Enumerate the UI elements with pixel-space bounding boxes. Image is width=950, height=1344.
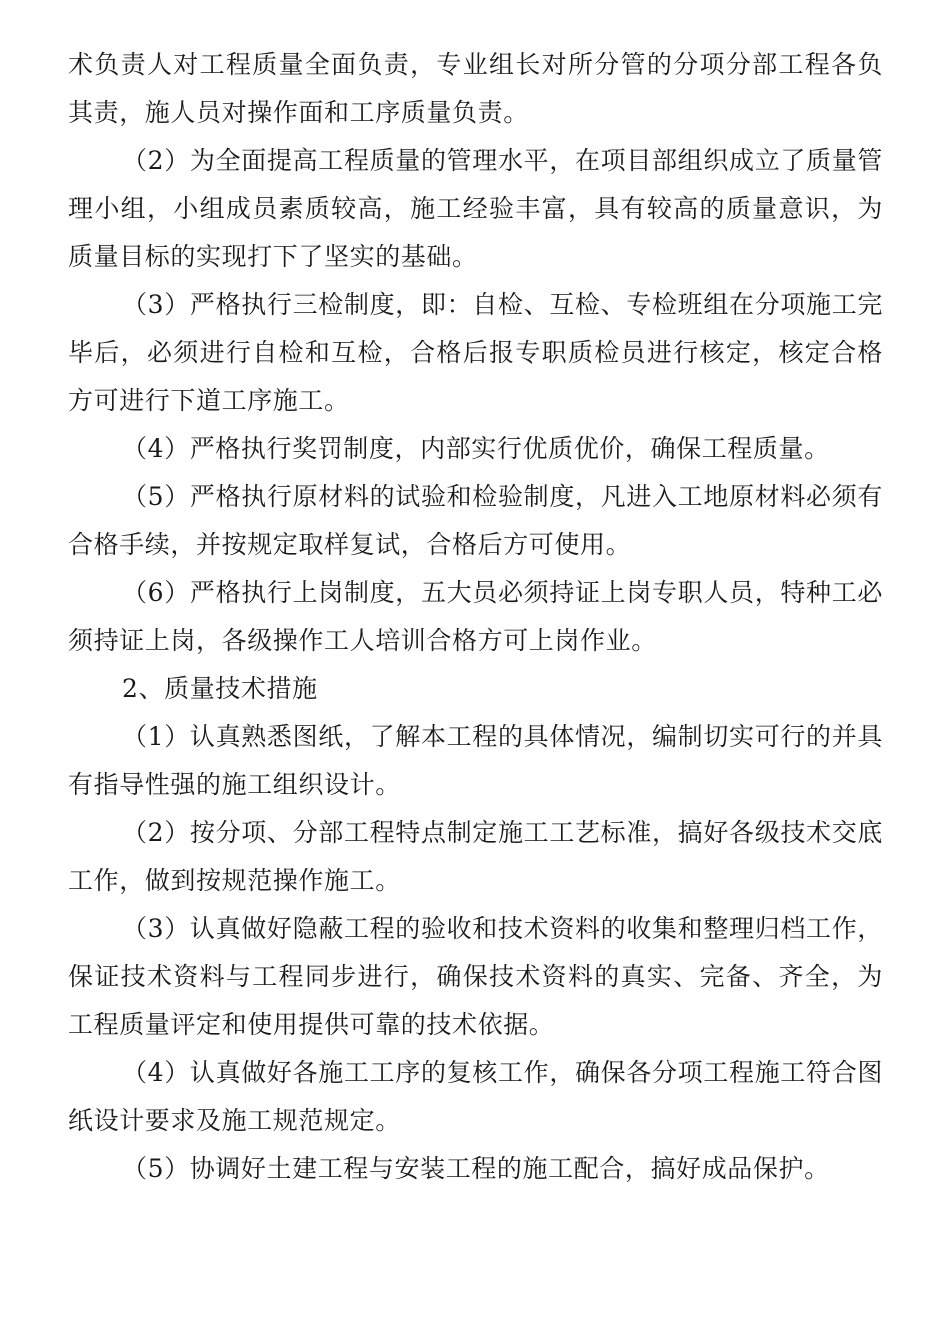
paragraph-item-5: （5）严格执行原材料的试验和检验制度，凡进入工地原材料必须有合格手续，并按规定取样复试，合格后方可使用。	[68, 482, 883, 559]
paragraph-item-3: （3）严格执行三检制度，即：自检、互检、专检班组在分项施工完毕后，必须进行自检和互检，合格后报专职质检员进行核定，核定合格方可进行下道工序施工。	[68, 290, 883, 415]
section-heading: 2、质量技术措施	[122, 674, 318, 703]
paragraph-item-4: （4）严格执行奖罚制度，内部实行优质优价，确保工程质量。	[122, 434, 830, 463]
paragraph-tech-item-5: （5）协调好土建工程与安装工程的施工配合，搞好成品保护。	[122, 1154, 830, 1183]
paragraph-item-6: （6）严格执行上岗制度，五大员必须持证上岗专职人员，特种工必须持证上岗，各级操作工人培训合格方可上岗作业。	[68, 578, 883, 655]
paragraph-continuation: 术负责人对工程质量全面负责，专业组长对所分管的分项分部工程各负其责，施人员对操作面和工序质量负责。	[68, 50, 883, 127]
document-body	[68, 41, 883, 1193]
paragraph-tech-item-1: （1）认真熟悉图纸，了解本工程的具体情况，编制切实可行的并具有指导性强的施工组织设计。	[68, 722, 883, 799]
paragraph-tech-item-3: （3）认真做好隐蔽工程的验收和技术资料的收集和整理归档工作，保证技术资料与工程同步进行，确保技术资料的真实、完备、齐全，为工程质量评定和使用提供可靠的技术依据。	[68, 914, 883, 1039]
paragraph-item-2: （2）为全面提高工程质量的管理水平，在项目部组织成立了质量管理小组，小组成员素质较高，施工经验丰富，具有较高的质量意识，为质量目标的实现打下了坚实的基础。	[68, 146, 883, 271]
paragraph-tech-item-4: （4）认真做好各施工工序的复核工作，确保各分项工程施工符合图纸设计要求及施工规范规定。	[68, 1058, 883, 1135]
paragraph-tech-item-2: （2）按分项、分部工程特点制定施工工艺标准，搞好各级技术交底工作，做到按规范操作施工。	[68, 818, 883, 895]
